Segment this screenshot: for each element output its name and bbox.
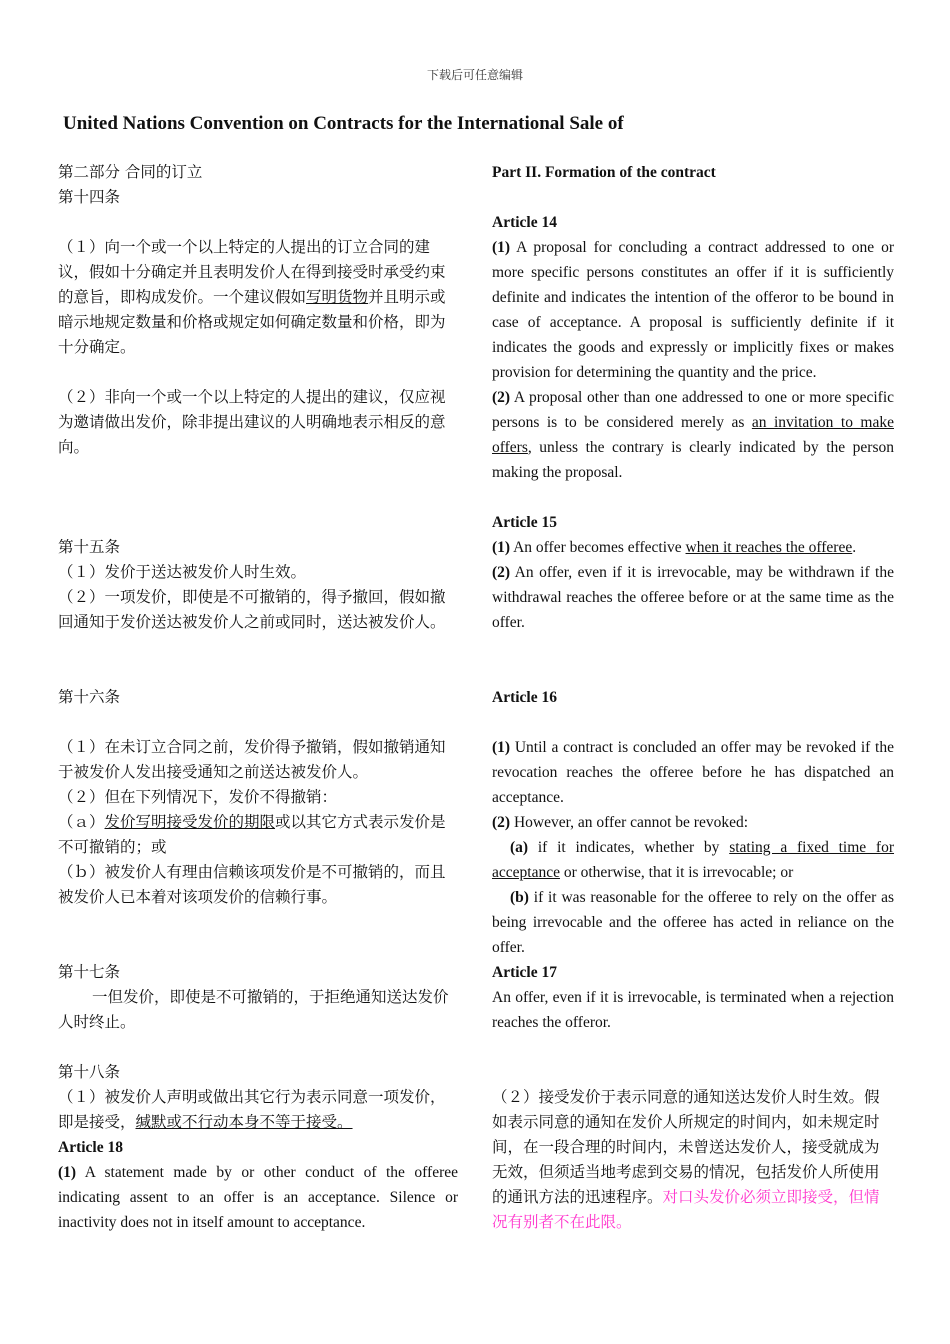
article-14-para-1-zh: （１）向一个或一个以上特定的人提出的订立合同的建议，假如十分确定并且表明发价人在得到接受时承受约束的意旨，即构成发价。一个建议假如写明货物并且明示或暗示地规定数量和价格或规定如何确定数量和价格，即为十分确定。 bbox=[58, 238, 446, 356]
article-17-para-zh: 一但发价，即使是不可撤销的，于拒绝通知送达发价人时终止。 bbox=[58, 988, 449, 1031]
english-column bbox=[492, 160, 894, 1235]
underlined-phrase: 缄默或不行动本身不等于接受。 bbox=[135, 1113, 353, 1131]
article-17-title-zh: 第十七条 bbox=[58, 963, 121, 981]
article-15-para-1-en: (1) An offer becomes effective when it reaches the offeree. bbox=[492, 539, 857, 556]
article-16-title-zh: 第十六条 bbox=[58, 688, 121, 706]
article-16-item-a-zh: （ａ）发价写明接受发价的期限或以其它方式表示发价是不可撤销的；或 bbox=[58, 813, 446, 856]
highlighted-text: 对口头发价必须立即接受，但情况有别者不在此限。 bbox=[492, 1188, 880, 1231]
article-16-title-en: Article 16 bbox=[492, 689, 557, 706]
article-14-para-2-zh: （２）非向一个或一个以上特定的人提出的建议，仅应视为邀请做出发价，除非提出建议的人明确地表示相反的意向。 bbox=[58, 388, 446, 456]
part-title-zh: 第二部分 合同的订立 bbox=[58, 163, 203, 181]
part-title-en: Part II. Formation of the contract bbox=[492, 164, 716, 181]
article-16-para-2-zh: （２）但在下列情况下，发价不得撤销： bbox=[58, 788, 338, 806]
article-16-para-2-en: (2) However, an offer cannot be revoked: bbox=[492, 814, 749, 831]
article-16-item-b-zh: （ｂ）被发价人有理由信赖该项发价是不可撤销的，而且被发价人已本着对该项发价的信赖行事。 bbox=[58, 863, 446, 906]
article-18-para-1-en: (1) A statement made by or other conduct of the offeree indicating assent to an offer is an acceptance. Silence or inactivity does not in itself amount to acceptance. bbox=[58, 1164, 458, 1231]
article-16-item-a-en: (a) if it indicates, whether by stating a fixed time for acceptance or otherwise, that it is irrevocable; or bbox=[492, 839, 895, 881]
article-18-title-en: Article 18 bbox=[58, 1139, 123, 1156]
article-14-title-zh: 第十四条 bbox=[58, 188, 121, 206]
article-16-para-1-zh: （１）在未订立合同之前，发价得予撤销，假如撤销通知于被发价人发出接受通知之前送达被发价人。 bbox=[58, 738, 446, 781]
article-15-title-zh: 第十五条 bbox=[58, 538, 121, 556]
article-15-para-2-zh: （２）一项发价，即使是不可撤销的，得予撤回，假如撤回通知于发价送达被发价人之前或同时，送达被发价人。 bbox=[58, 588, 446, 631]
article-15-title-en: Article 15 bbox=[492, 514, 557, 531]
article-16-para-1-en: (1) Until a contract is concluded an offer may be revoked if the revocation reaches the offeree before he has dispatched an acceptance. bbox=[492, 739, 894, 806]
article-18-para-1-zh: （１）被发价人声明或做出其它行为表示同意一项发价，即是接受，缄默或不行动本身不等于接受。 bbox=[58, 1088, 446, 1131]
article-14-para-1-en: (1) A proposal for concluding a contract addressed to one or more specific persons constitutes an offer if it is sufficiently definite and indicates the intention of the offeror to be bound in case of acceptance. A proposal is sufficiently definite if it indicates the goods and expressly or implicitly fixes or makes provision for determining the quantity and the price. bbox=[492, 239, 894, 381]
article-15-para-2-en: (2) An offer, even if it is irrevocable, may be withdrawn if the withdrawal reaches the offeree before or at the same time as the offer. bbox=[492, 564, 894, 631]
underlined-phrase: stating a fixed time for acceptance bbox=[492, 839, 895, 881]
document-title: United Nations Convention on Contracts for the International Sale of bbox=[63, 113, 624, 134]
header-note: 下载后可任意编辑 bbox=[426, 68, 523, 82]
article-17-title-en: Article 17 bbox=[492, 964, 557, 981]
article-14-title-en: Article 14 bbox=[492, 214, 557, 231]
article-14-para-2-en: (2) A proposal other than one addressed to one or more specific persons is to be considered merely as an invitation to make offers, unless the contrary is clearly indicated by the person making the proposal. bbox=[492, 389, 894, 481]
article-18-title-zh: 第十八条 bbox=[58, 1063, 121, 1081]
article-17-para-en: An offer, even if it is irrevocable, is terminated when a rejection reaches the offeror. bbox=[492, 989, 894, 1031]
underlined-phrase: an invitation to make offers bbox=[492, 414, 894, 456]
underlined-phrase: 写明货物 bbox=[306, 288, 369, 306]
article-16-item-b-en: (b) if it was reasonable for the offeree to rely on the offer as being irrevocable and the offeree has acted in reliance on the offer. bbox=[492, 889, 894, 956]
underlined-phrase: when it reaches the offeree bbox=[685, 539, 853, 556]
article-15-para-1-zh: （１）发价于送达被发价人时生效。 bbox=[58, 563, 307, 581]
article-18-para-2-zh: （２）接受发价于表示同意的通知送达发价人时生效。假如表示同意的通知在发价人所规定的时间内，如未规定时间，在一段合理的时间内，未曾送达发价人，接受就成为无效，但须适当地考虑到交易的情况，包括发价人所使用的通讯方法的迅速程序。对口头发价必须立即接受，但情况有别者不在此限。 bbox=[492, 1088, 880, 1231]
underlined-phrase: 发价写明接受发价的期限 bbox=[104, 813, 276, 831]
chinese-column bbox=[58, 160, 458, 1235]
